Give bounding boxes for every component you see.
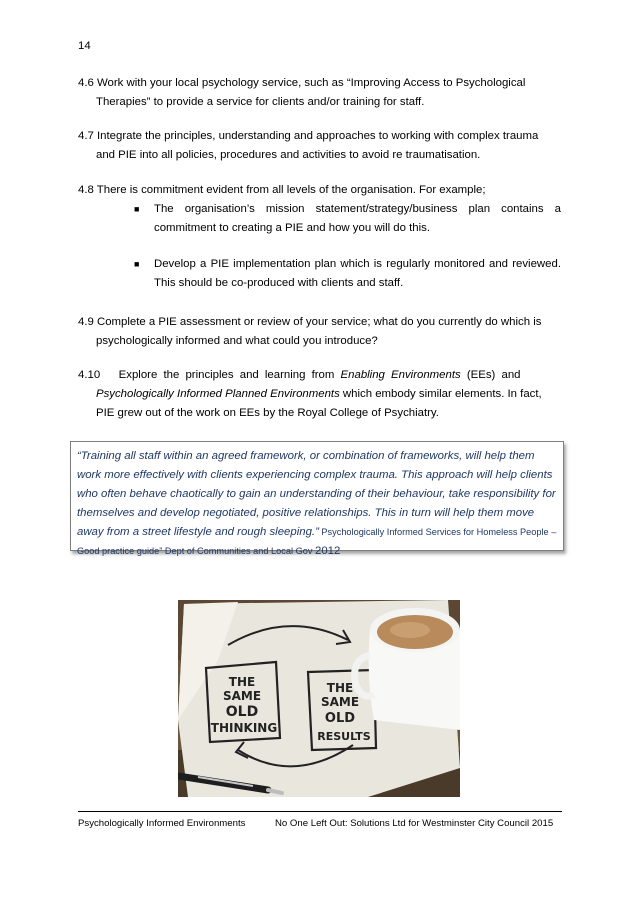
item-4-8-line1: 4.8 There is commitment evident from all levels of the organisation. For example; bbox=[78, 184, 486, 196]
napkin-coffee-photo bbox=[178, 600, 460, 797]
item-4-9-line1: 4.9 Complete a PIE assessment or review of your service; what do you currently do which is bbox=[78, 316, 542, 328]
footer-left-text: Psychologically Informed Environments bbox=[78, 818, 246, 829]
bullet-square-icon: ■ bbox=[134, 204, 140, 214]
quote-text: “Training all staff within an agreed framework, or combination of frameworks, will help them work more effectively with clients experiencing complex trauma. This approach will help clients who often behave chaotically to gain an understanding of their behaviour, take responsibility for themselves and develop negotiated, positive relationships. This in turn will help them move away from a street lifestyle and rough sleeping.” bbox=[77, 450, 556, 538]
enabling-environments-term: Enabling Environments bbox=[340, 369, 461, 381]
footer-right-text: No One Left Out: Solutions Ltd for Westminster City Council 2015 bbox=[275, 818, 554, 829]
item-4-10 bbox=[78, 366, 560, 423]
photo-text-right-4: RESULTS bbox=[317, 730, 371, 743]
photo-text-left-4: THINKING bbox=[210, 721, 278, 735]
item-4-10-line3: PIE grew out of the work on EEs by the Royal College of Psychiatry. bbox=[96, 407, 439, 419]
item-4-7-line2: and PIE into all policies, procedures and activities to avoid re traumatisation. bbox=[96, 149, 481, 161]
photo-text-right-1: THE bbox=[326, 681, 354, 695]
item-4-10-line2 bbox=[78, 385, 560, 404]
photo-text-left-3: OLD bbox=[225, 704, 259, 720]
bullet-text: Develop a PIE implementation plan which is regularly monitored and reviewed. This should be co-produced with clients and staff. bbox=[154, 258, 561, 289]
item-4-6-line2: Therapies” to provide a service for clients and/or training for staff. bbox=[96, 96, 425, 108]
quote-box bbox=[70, 441, 564, 557]
page-number: 14 bbox=[78, 40, 91, 52]
item-4-9 bbox=[78, 313, 560, 351]
photo-text-right-3: OLD bbox=[324, 711, 356, 726]
item-4-10-text-b: (EEs) and bbox=[460, 369, 521, 381]
photo-text-right-2: SAME bbox=[320, 695, 360, 709]
bullet-square-icon: ■ bbox=[134, 259, 140, 269]
item-4-10-text-c: which embody similar elements. In fact, bbox=[339, 388, 542, 400]
item-4-6 bbox=[78, 74, 560, 112]
photo-text-left-2: SAME bbox=[222, 689, 262, 703]
item-4-6-line1: 4.6 Work with your local psychology service, such as “Improving Access to Psychological bbox=[78, 77, 526, 89]
bullet-text: The organisation’s mission statement/strategy/business plan contains a commitment to creating a PIE and how you will do this. bbox=[154, 203, 561, 234]
photo-text-left-1: THE bbox=[228, 675, 256, 689]
footer-divider bbox=[78, 811, 562, 812]
quote-source: Psychologically Informed Services for Homeless People – Good practice guide” Dept of Communities and Local Gov bbox=[77, 527, 557, 556]
item-4-8 bbox=[78, 181, 560, 200]
quote-year: 2012 bbox=[314, 545, 341, 557]
item-4-7-line1: 4.7 Integrate the principles, understanding and approaches to working with complex trauma bbox=[78, 130, 539, 142]
item-4-7 bbox=[78, 127, 560, 165]
item-4-10-line1 bbox=[78, 366, 560, 385]
bullet-implementation-plan bbox=[134, 255, 561, 293]
bullet-mission-statement bbox=[134, 200, 561, 238]
item-4-10-number: 4.10 bbox=[78, 369, 101, 381]
item-4-9-line2: psychologically informed and what could you introduce? bbox=[96, 335, 378, 347]
item-4-10-text-a: Explore the principles and learning from bbox=[118, 369, 341, 381]
pipe-term: Psychologically Informed Planned Environments bbox=[96, 388, 340, 400]
